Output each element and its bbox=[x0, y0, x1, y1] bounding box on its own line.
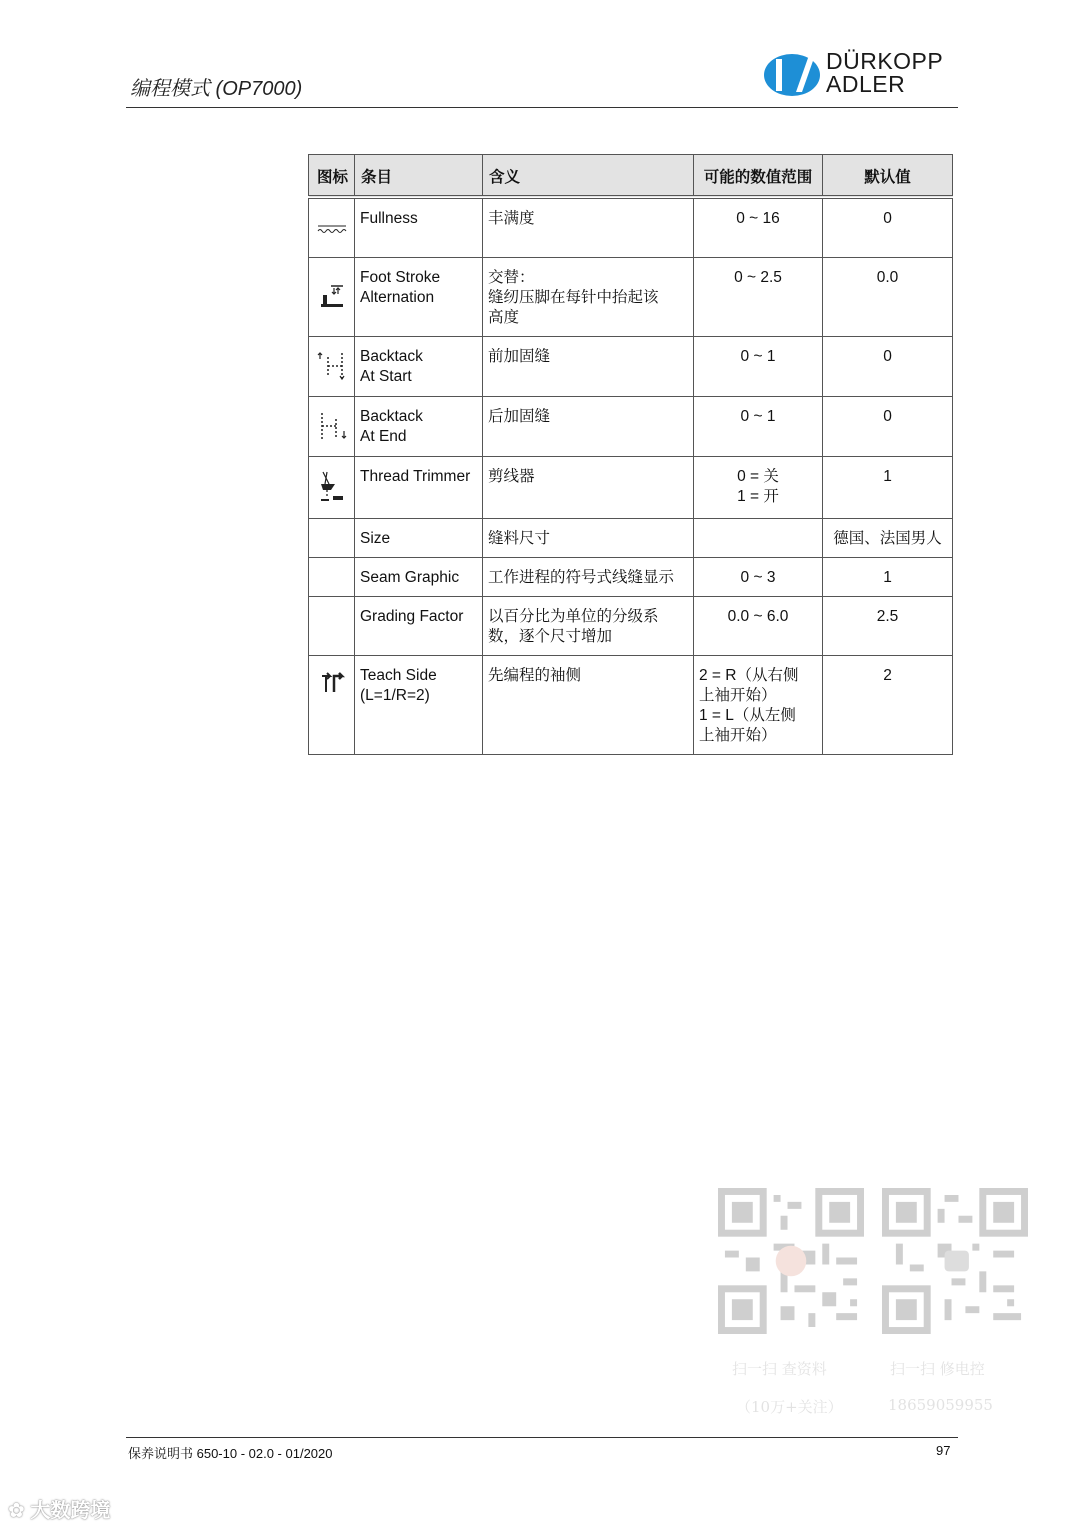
table-row bbox=[309, 655, 953, 754]
meaning-cell: 缝料尺寸 bbox=[483, 518, 694, 557]
page-number: 97 bbox=[936, 1443, 951, 1458]
item-line-1: Backtack bbox=[360, 407, 423, 425]
item-cell: Foot Stroke Alternation bbox=[355, 257, 483, 336]
item-cell: Seam Graphic bbox=[355, 557, 483, 596]
header-rule bbox=[126, 107, 958, 108]
watermark-caption: 18659059955 bbox=[888, 1396, 993, 1414]
meaning-line-3: 高度 bbox=[488, 308, 520, 326]
range-cell: 0 ~ 16 bbox=[694, 197, 823, 257]
thread-trimmer-icon bbox=[309, 456, 355, 518]
empty-icon-cell bbox=[309, 596, 355, 655]
logo-text-durkopp: DÜRKOPP bbox=[826, 48, 944, 74]
meaning-cell: 后加固缝 bbox=[483, 396, 694, 456]
meaning-line-1: 以百分比为单位的分级系 bbox=[488, 607, 659, 625]
durkopp-adler-logo bbox=[762, 50, 962, 100]
default-cell: 1 bbox=[823, 557, 953, 596]
meaning-cell bbox=[483, 596, 694, 655]
meaning-line-2: 数，逐个尺寸增加 bbox=[488, 627, 613, 645]
item-cell bbox=[355, 396, 483, 456]
logo-mark-icon bbox=[762, 52, 822, 98]
watermark-caption: 扫一扫 修电控 bbox=[890, 1360, 985, 1378]
range-line-1: 0 = 关 bbox=[737, 467, 779, 485]
item-line-1: Teach Side bbox=[360, 666, 437, 684]
footer-rule bbox=[126, 1437, 958, 1438]
range-cell: 0 ~ 1 bbox=[694, 396, 823, 456]
logo-text-adler: ADLER bbox=[826, 71, 906, 97]
table-row bbox=[309, 396, 953, 456]
qr-code-icon bbox=[882, 1188, 1028, 1334]
meaning-cell: 剪线器 bbox=[483, 456, 694, 518]
fullness-icon bbox=[309, 197, 355, 257]
watermark-qr-block bbox=[718, 1188, 1038, 1428]
item-cell bbox=[355, 336, 483, 396]
item-cell bbox=[355, 655, 483, 754]
footer-document-info: 保养说明书 650-10 - 02.0 - 01/2020 bbox=[128, 1446, 333, 1461]
range-cell: 0.0 ~ 6.0 bbox=[694, 596, 823, 655]
range-cell: 0 ~ 3 bbox=[694, 557, 823, 596]
default-cell: 0 bbox=[823, 197, 953, 257]
header-meaning: 含义 bbox=[483, 155, 694, 198]
qr-code-icon bbox=[718, 1188, 864, 1334]
item-cell: Thread Trimmer bbox=[355, 456, 483, 518]
watermark-caption: （10万+关注） bbox=[736, 1398, 843, 1416]
meaning-cell: 前加固缝 bbox=[483, 336, 694, 396]
table-row bbox=[309, 596, 953, 655]
range-line-3: 1 = L（从左侧 bbox=[699, 706, 796, 724]
item-line-2: (L=1/R=2) bbox=[360, 686, 430, 704]
brand-text: 大数跨境 bbox=[30, 1500, 111, 1522]
range-cell bbox=[694, 456, 823, 518]
table-row bbox=[309, 257, 953, 336]
backtack-end-icon bbox=[309, 396, 355, 456]
backtack-start-icon bbox=[309, 336, 355, 396]
table-row bbox=[309, 456, 953, 518]
watermark-caption: 扫一扫 查资料 bbox=[732, 1360, 827, 1378]
default-cell: 1 bbox=[823, 456, 953, 518]
header-default: 默认值 bbox=[823, 155, 953, 198]
brand-logo-icon: ✿ bbox=[8, 1500, 25, 1522]
range-line-2: 上袖开始） bbox=[699, 686, 777, 704]
default-cell: 德国、法国男人 bbox=[823, 518, 953, 557]
empty-icon-cell bbox=[309, 518, 355, 557]
range-cell bbox=[694, 655, 823, 754]
meaning-cell: 先编程的袖侧 bbox=[483, 655, 694, 754]
range-line-4: 上袖开始） bbox=[699, 726, 777, 744]
item-cell: Fullness bbox=[355, 197, 483, 257]
item-line-1: Backtack bbox=[360, 347, 423, 365]
meaning-cell: 丰满度 bbox=[483, 197, 694, 257]
table-row bbox=[309, 518, 953, 557]
table-header-row bbox=[309, 155, 953, 198]
foot-stroke-icon bbox=[309, 257, 355, 336]
range-cell: 0 ~ 1 bbox=[694, 336, 823, 396]
header-icon: 图标 bbox=[309, 155, 355, 198]
default-cell: 0.0 bbox=[823, 257, 953, 336]
default-cell: 0 bbox=[823, 396, 953, 456]
item-line-2: At End bbox=[360, 427, 407, 445]
table-row bbox=[309, 557, 953, 596]
empty-icon-cell bbox=[309, 557, 355, 596]
table-row bbox=[309, 336, 953, 396]
meaning-cell bbox=[483, 257, 694, 336]
meaning-cell: 工作进程的符号式线缝显示 bbox=[483, 557, 694, 596]
range-cell bbox=[694, 518, 823, 557]
default-cell: 0 bbox=[823, 336, 953, 396]
item-line-2: At Start bbox=[360, 367, 412, 385]
corner-watermark-brand bbox=[8, 1494, 110, 1523]
range-cell: 0 ~ 2.5 bbox=[694, 257, 823, 336]
parameters-table bbox=[308, 154, 953, 755]
range-line-2: 1 = 开 bbox=[737, 487, 779, 505]
item-cell: Size bbox=[355, 518, 483, 557]
header-range: 可能的数值范围 bbox=[694, 155, 823, 198]
default-cell: 2 bbox=[823, 655, 953, 754]
meaning-line-2: 缝纫压脚在每针中抬起该 bbox=[488, 288, 659, 306]
item-cell: Grading Factor bbox=[355, 596, 483, 655]
page-header-title: 编程模式 (OP7000) bbox=[130, 78, 303, 100]
range-line-1: 2 = R（从右侧 bbox=[699, 666, 799, 684]
table-row bbox=[309, 197, 953, 257]
teach-side-icon bbox=[309, 655, 355, 754]
default-cell: 2.5 bbox=[823, 596, 953, 655]
meaning-line-1: 交替： bbox=[488, 268, 535, 286]
header-item: 条目 bbox=[355, 155, 483, 198]
